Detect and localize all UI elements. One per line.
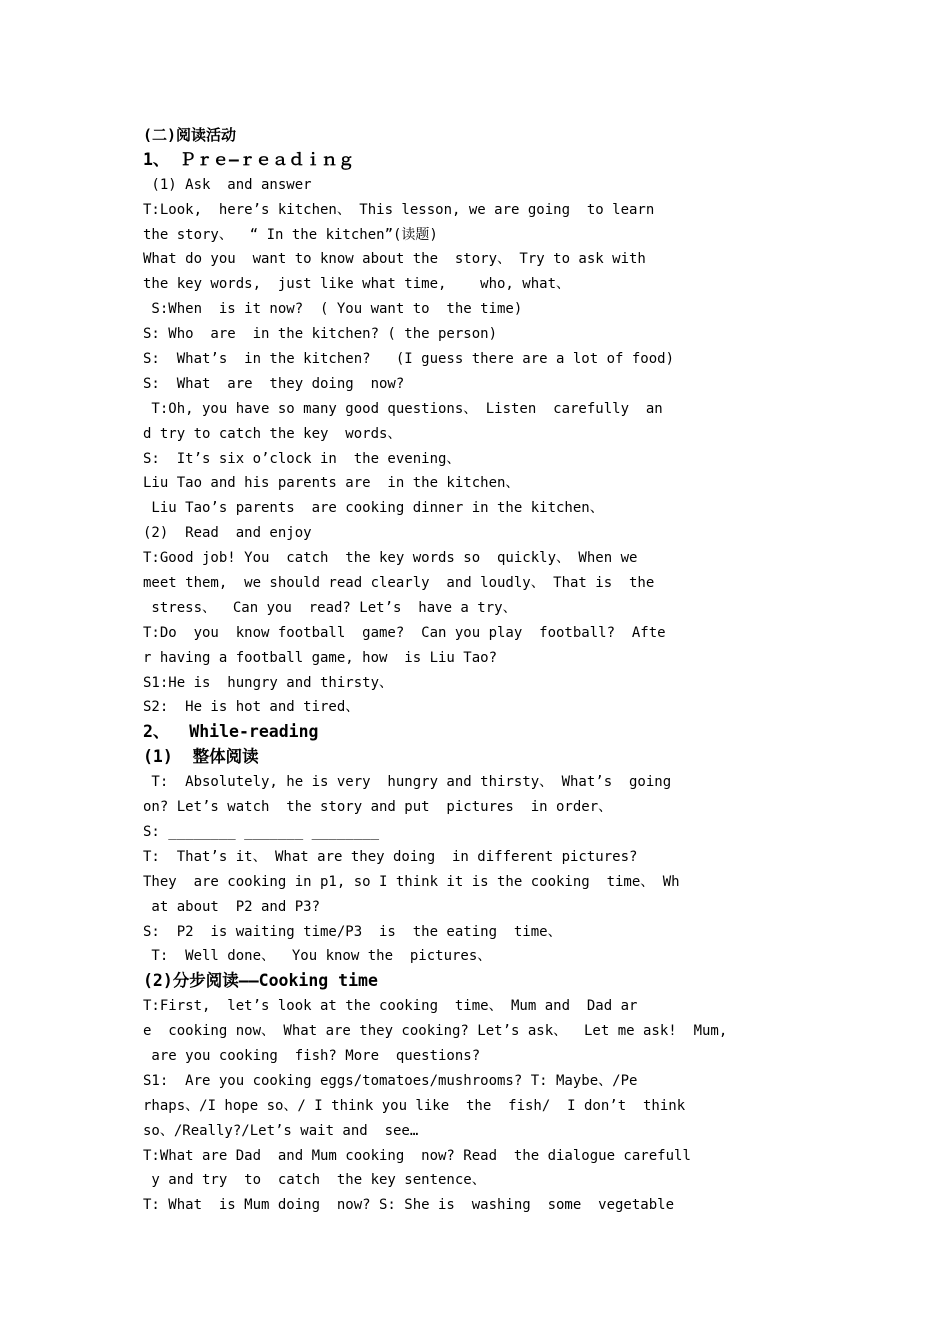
text-line: T:First, let’s look at the cooking time、 Mum and Dad ar <box>143 998 638 1015</box>
heading-whilereading: 2、 While-reading <box>143 722 319 742</box>
sub-cooking-time: (2)分步阅读——Cooking time <box>143 971 378 991</box>
text-line: on? Let’s watch the story and put pictures in order、 <box>143 799 613 816</box>
text-line: Liu Tao’s parents are cooking dinner in the kitchen、 <box>143 500 604 517</box>
sub-overall-reading: (1) 整体阅读 <box>143 747 259 767</box>
text-line: are you cooking fish? More questions? <box>143 1047 481 1064</box>
text-line: e cooking now、 What are they cooking? Let’s ask、 Let me ask! Mum, <box>143 1023 728 1040</box>
text-line: Liu Tao and his parents are in the kitchen、 <box>143 475 520 492</box>
sub-read-enjoy: (2) Read and enjoy <box>143 525 312 542</box>
text-line: rhaps、/I hope so、/ I think you like the fish/ I don’t think <box>143 1097 686 1114</box>
text-line: the story、 “ In the kitchen”(读题) <box>143 226 438 243</box>
text-line: d try to catch the key words、 <box>143 425 402 442</box>
text-line: T:Oh, you have so many good questions、 Listen carefully an <box>143 400 663 417</box>
text-line: S: It’s six o’clock in the evening、 <box>143 450 461 467</box>
text-line: T:Do you know football game? Can you play football? Afte <box>143 624 666 641</box>
text-line: at about P2 and P3? <box>143 898 321 915</box>
text-line: so、/Really?/Let’s wait and see… <box>143 1122 419 1139</box>
text-line: the key words, just like what time, who, what、 <box>143 276 571 293</box>
text-line: T: That’s it、 What are they doing in different pictures? <box>143 848 638 865</box>
text-line: S1: Are you cooking eggs/tomatoes/mushrooms? T: Maybe、/Pe <box>143 1072 638 1089</box>
section-heading: (二)阅读活动 <box>143 126 237 144</box>
text-line: What do you want to know about the story、 Try to ask with <box>143 251 646 268</box>
answer-blanks: S: ________ _______ ________ <box>143 823 380 840</box>
text-line: S: Who are in the kitchen? ( the person) <box>143 326 498 343</box>
text-line: S2: He is hot and tired、 <box>143 699 360 716</box>
heading-prereading: 1、 Ｐｒｅ—ｒｅａｄｉｎｇ <box>143 149 355 169</box>
text-line: T:Look, here’s kitchen、 This lesson, we are going to learn <box>143 201 655 218</box>
text-line: S: P2 is waiting time/P3 is the eating time、 <box>143 923 562 940</box>
text-line: T: What is Mum doing now? S: She is washing some vegetable <box>143 1197 675 1214</box>
text-line: They are cooking in p1, so I think it is the cooking time、 Wh <box>143 873 680 890</box>
text-line: S: What’s in the kitchen? (I guess there are a lot of food) <box>143 351 675 368</box>
text-line: S: What are they doing now? <box>143 375 405 392</box>
text-line: y and try to catch the key sentence、 <box>143 1172 486 1189</box>
document-page <box>143 123 813 1218</box>
text-line: meet them, we should read clearly and loudly、 That is the <box>143 575 655 592</box>
text-line: T: Well done、 You know the pictures、 <box>143 948 492 965</box>
text-line: T:What are Dad and Mum cooking now? Read the dialogue carefull <box>143 1147 691 1164</box>
text-line: S1:He is hungry and thirsty、 <box>143 674 394 691</box>
text-line: S:When is it now? ( You want to the time) <box>143 301 523 318</box>
sub-ask-answer: (1) Ask and answer <box>143 176 312 193</box>
text-line: stress、 Can you read? Let’s have a try、 <box>143 599 517 616</box>
text-line: r having a football game, how is Liu Tao? <box>143 649 498 666</box>
text-line: T:Good job! You catch the key words so quickly、 When we <box>143 550 638 567</box>
text-line: T: Absolutely, he is very hungry and thirsty、 What’s going <box>143 774 672 791</box>
